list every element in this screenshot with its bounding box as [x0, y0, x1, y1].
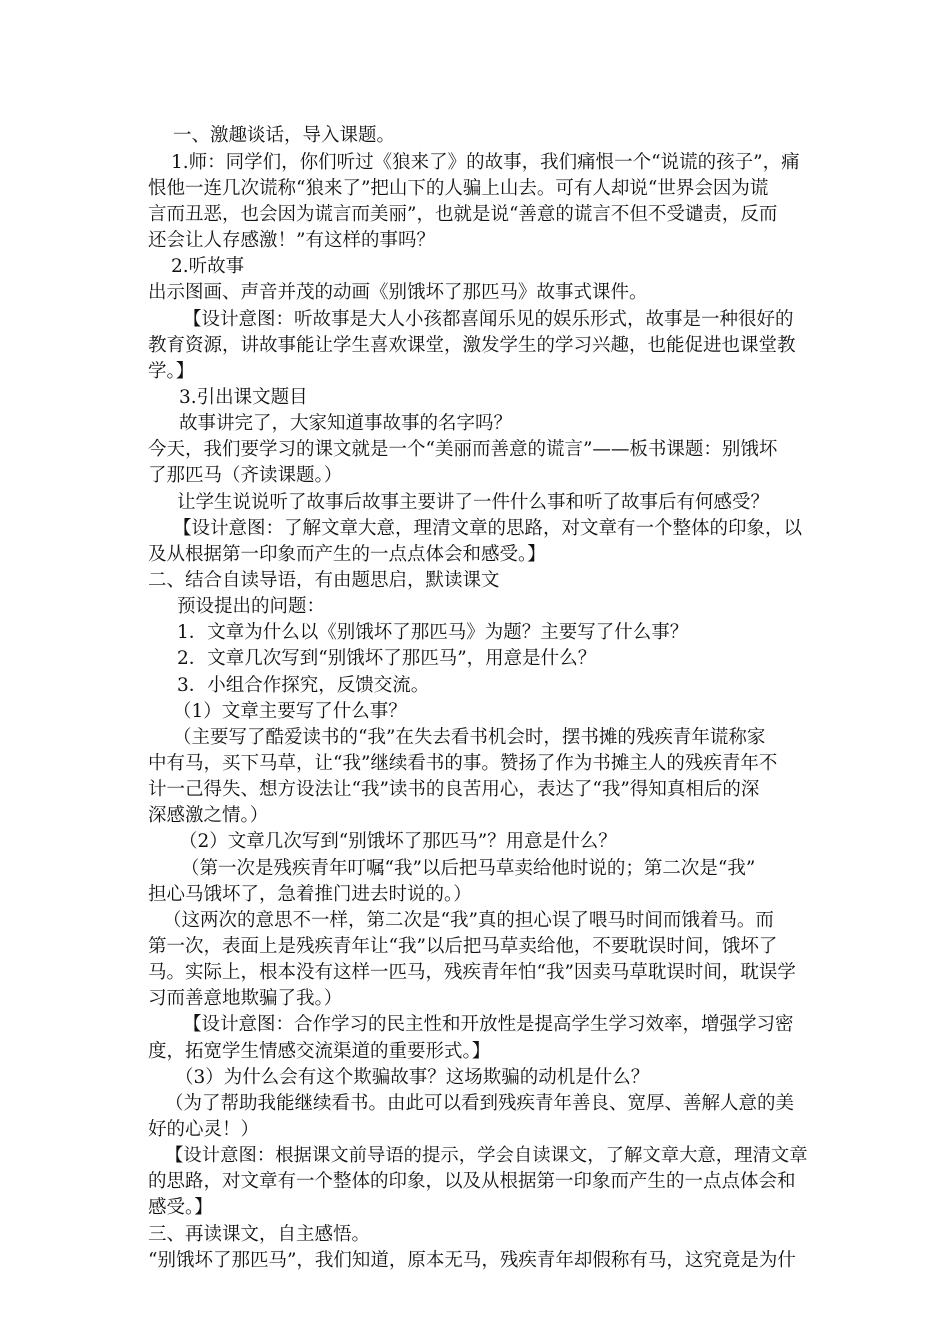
text-line: 1．文章为什么以《别饿坏了那匹马》为题？主要写了什么事？: [177, 622, 689, 643]
text-line: （为了帮助我能继续看书。由此可以看到残疾青年善良、宽厚、善解人意的美: [165, 1093, 795, 1114]
text-line: 2.听故事: [171, 256, 245, 277]
text-line: 教育资源，讲故事能让学生喜欢课堂，激发学生的学习兴趣，也能促进也课堂教: [148, 335, 796, 356]
text-line: 恨他一连几次谎称“狼来了”把山下的人骗上山去。可有人却说“世界会因为谎: [148, 178, 769, 199]
text-line: 三、再读课文，自主感悟。: [148, 1224, 371, 1245]
text-line: 【设计意图：了解文章大意，理清文章的思路，对文章有一个整体的印象，以: [173, 518, 803, 539]
text-line: 计一己得失、想方设法让“我”读书的良苦用心，表达了“我”得知真相后的深: [148, 779, 760, 800]
text-line: 3．小组合作探究，反馈交流。: [177, 675, 430, 696]
text-line: 2．文章几次写到“别饿坏了那匹马”，用意是什么？: [177, 648, 597, 669]
text-line: 马。实际上，根本没有这样一匹马，残疾青年怕“我”因卖马草耽误时间，耽误学: [148, 962, 796, 983]
text-line: 学。】: [148, 361, 195, 382]
text-line: （第一次是残疾青年叮嘱“我”以后把马草卖给他时说的；第二次是“我”: [181, 858, 756, 879]
text-line: 今天，我们要学习的课文就是一个“美丽而善意的谎言”——板书课题：别饿坏: [148, 439, 778, 460]
text-line: 担心马饿坏了，急着推门进去时说的。）: [148, 884, 472, 905]
text-line: 【设计意图：根据课文前导语的提示，学会自读课文，了解文章大意，理清文章: [165, 1145, 808, 1166]
text-line: “别饿坏了那匹马”，我们知道，原本无马，残疾青年却假称有马，这究竟是为什: [148, 1250, 796, 1271]
text-line: 第一次，表面上是残疾青年让“我”以后把马草卖给他，不要耽误时间，饿坏了: [148, 936, 778, 957]
text-line: （主要写了酷爱读书的“我”在失去看书机会时，摆书摊的残疾青年谎称家: [173, 727, 766, 748]
text-line: 度，拓宽学生情感交流渠道的重要形式。】: [148, 1041, 491, 1062]
text-line: （2）文章几次写到“别饿坏了那匹马”？用意是什么？: [179, 831, 617, 852]
text-line: 了那匹马（齐读课题。）: [148, 465, 343, 486]
text-line: 及从根据第一印象而产生的一点点体会和感受。】: [148, 544, 546, 565]
text-line: 的思路，对文章有一个整体的印象，以及从根据第一印象而产生的一点点体会和: [148, 1171, 796, 1192]
text-line: 还会让人存感激！”有这样的事吗？: [148, 230, 435, 251]
text-line: 预设提出的问题：: [177, 596, 326, 617]
text-line: 深感激之情。）: [148, 805, 269, 826]
text-line: 好的心灵！）: [148, 1119, 260, 1140]
text-line: 感受。】: [148, 1197, 213, 1218]
text-line: 1.师：同学们，你们听过《狼来了》的故事，我们痛恨一个“说谎的孩子”，痛: [171, 152, 800, 173]
text-line: （1）文章主要写了什么事？: [173, 701, 407, 722]
text-line: 3.引出课文题目: [179, 387, 308, 408]
text-line: 【设计意图：合作学习的民主性和开放性是提高学生学习效率，增强学习密: [183, 1014, 794, 1035]
text-line: （这两次的意思不一样，第二次是“我”真的担心误了喂马时间而饿着马。而: [163, 910, 774, 931]
text-line: 言而丑恶，也会因为谎言而美丽”，也就是说“善意的谎言不但不受谴责，反而: [148, 204, 778, 225]
text-line: （3）为什么会有这个欺骗故事？这场欺骗的动机是什么？: [175, 1067, 650, 1088]
text-line: 让学生说说听了故事后故事主要讲了一件什么事和听了故事后有何感受？: [177, 492, 770, 513]
text-line: 出示图画、声音并茂的动画《别饿坏了那匹马》故事式课件。: [148, 282, 648, 303]
text-line: 中有马，买下马草，让“我”继续看书的事。赞扬了作为书摊主人的残疾青年不: [148, 753, 778, 774]
text-line: 故事讲完了，大家知道事故事的名字吗？: [179, 413, 513, 434]
text-line: 一、激趣谈话，导入课题。: [173, 125, 396, 146]
text-line: 二、结合自读导语，有由题思启，默读课文: [148, 570, 500, 591]
text-line: 【设计意图：听故事是大人小孩都喜闻乐见的娱乐形式，故事是一种很好的: [183, 309, 794, 330]
text-line: 习而善意地欺骗了我。）: [148, 988, 343, 1009]
